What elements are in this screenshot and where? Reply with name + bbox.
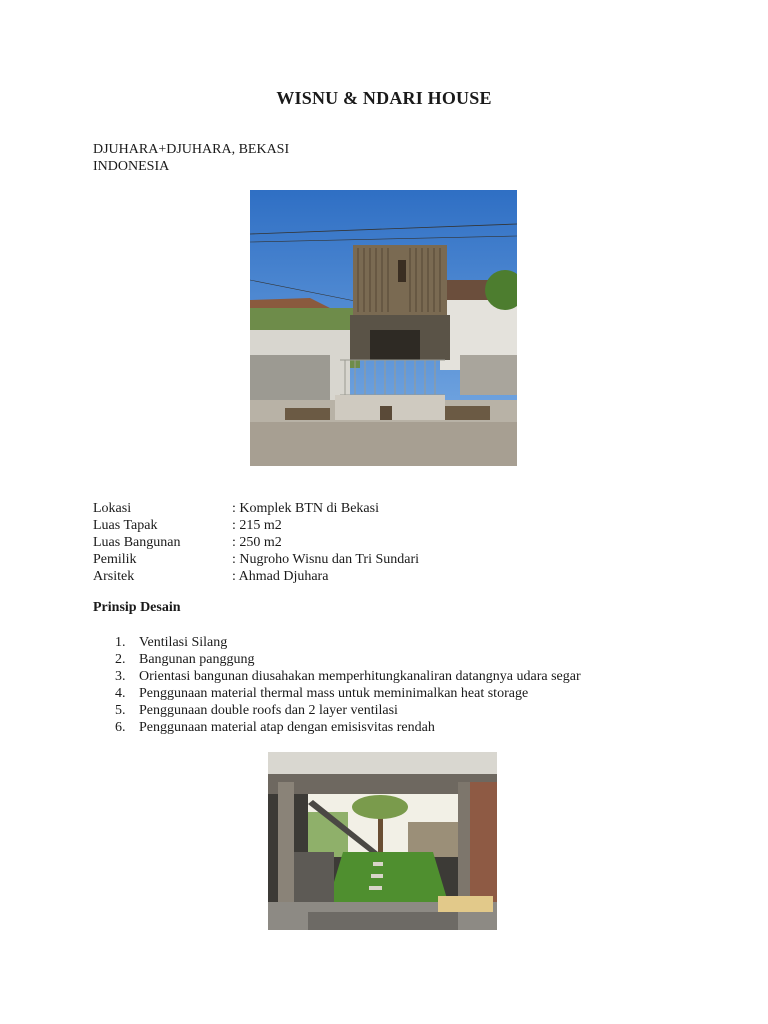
list-text: Bangunan panggung — [139, 652, 255, 667]
info-label: Arsitek — [93, 569, 135, 584]
subtitle — [93, 141, 289, 175]
info-value: : Ahmad Djuhara — [232, 569, 329, 584]
list-number: 1. — [115, 635, 126, 650]
list-item — [93, 685, 581, 702]
list-item — [93, 651, 581, 668]
list-number: 3. — [115, 669, 126, 684]
list-text: Orientasi bangunan diusahakan memperhitungkanaliran datangnya udara segar — [139, 669, 581, 684]
info-label: Lokasi — [93, 501, 132, 516]
info-row — [93, 568, 419, 585]
house-facade-photo — [250, 190, 517, 466]
info-value: : 250 m2 — [232, 535, 282, 550]
info-value: : Komplek BTN di Bekasi — [232, 501, 379, 516]
list-number: 4. — [115, 686, 126, 701]
project-info — [93, 500, 419, 585]
info-row — [93, 500, 419, 517]
list-text: Penggunaan material atap dengan emisisvitas rendah — [139, 720, 435, 735]
list-item — [93, 719, 581, 736]
page-title: WISNU & NDARI HOUSE — [276, 88, 492, 108]
list-number: 6. — [115, 720, 126, 735]
list-item — [93, 634, 581, 651]
design-principles-list — [93, 634, 581, 736]
list-item — [93, 702, 581, 719]
courtyard-interior-photo — [268, 752, 497, 930]
info-label: Pemilik — [93, 552, 137, 567]
info-row — [93, 517, 419, 534]
subtitle-line-1: DJUHARA+DJUHARA, BEKASI — [93, 142, 290, 157]
list-item — [93, 668, 581, 685]
list-number: 5. — [115, 703, 126, 718]
info-label: Luas Tapak — [93, 518, 158, 533]
list-number: 2. — [115, 652, 126, 667]
subtitle-line-2: INDONESIA — [93, 159, 170, 174]
info-row — [93, 534, 419, 551]
info-row — [93, 551, 419, 568]
list-text: Ventilasi Silang — [139, 635, 228, 650]
info-label: Luas Bangunan — [93, 535, 181, 550]
info-value: : 215 m2 — [232, 518, 282, 533]
info-value: : Nugroho Wisnu dan Tri Sundari — [232, 552, 420, 567]
list-text: Penggunaan material thermal mass untuk meminimalkan heat storage — [139, 686, 529, 701]
section-heading: Prinsip Desain — [93, 600, 181, 615]
list-text: Penggunaan double roofs dan 2 layer ventilasi — [139, 703, 398, 718]
